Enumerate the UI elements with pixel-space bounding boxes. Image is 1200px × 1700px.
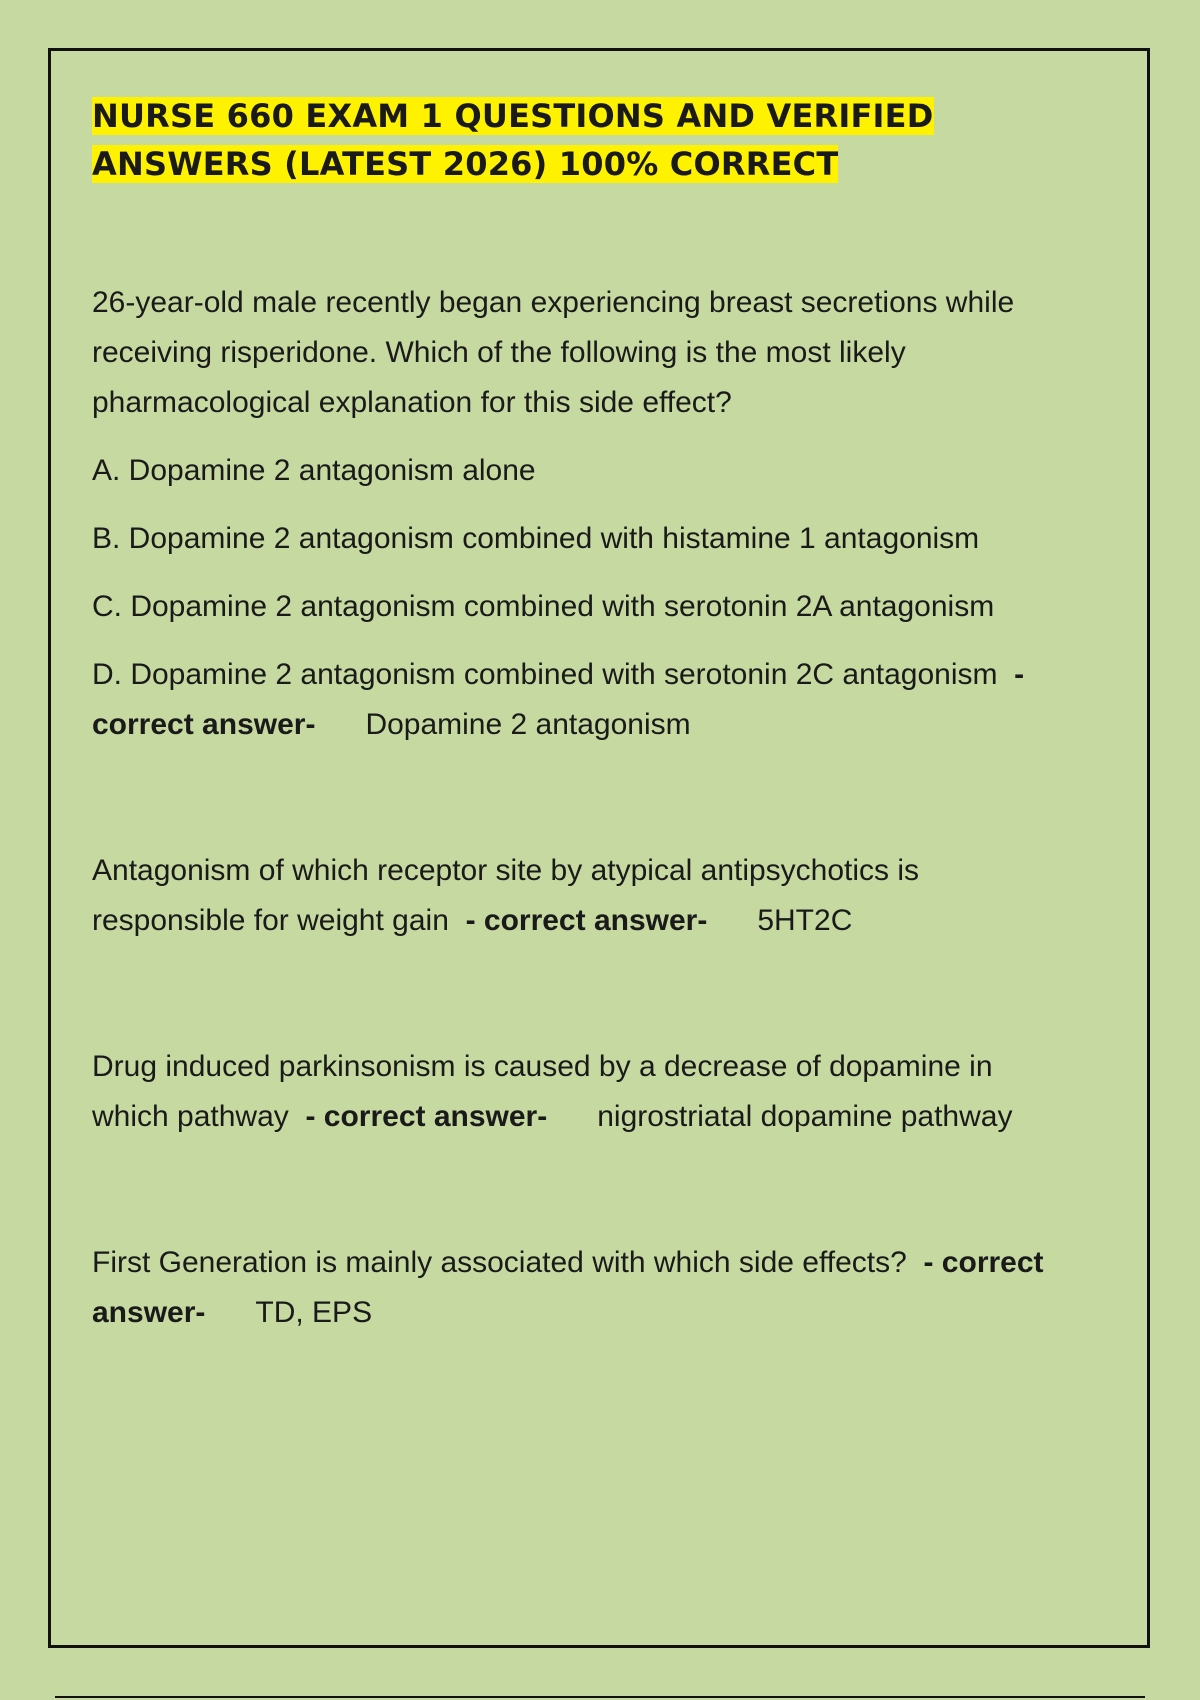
answer-text: TD, EPS xyxy=(255,1296,373,1329)
question-4 xyxy=(92,1238,1052,1338)
question-with-answer xyxy=(92,846,1052,946)
answer-text: 5HT2C xyxy=(757,904,853,937)
question-stem: 26-year-old male recently began experiencing breast secretions while receiving risperidone. Which of the following is the most likely pharmacological explanation for this side effect? xyxy=(92,286,1015,419)
option-c: C. Dopamine 2 antagonism combined with serotonin 2A antagonism xyxy=(92,590,995,623)
question-3 xyxy=(92,1042,1052,1142)
correct-answer-label: - correct answer- xyxy=(305,1100,548,1133)
answer-text: Dopamine 2 antagonism xyxy=(365,708,691,741)
option-d: D. Dopamine 2 antagonism combined with serotonin 2C antagonism xyxy=(92,658,998,691)
answer-text: nigrostriatal dopamine pathway xyxy=(597,1100,1013,1133)
question-1 xyxy=(92,278,1052,750)
question-with-answer xyxy=(92,1238,1052,1338)
title-line-1: NURSE 660 EXAM 1 QUESTIONS AND VERIFIED xyxy=(92,97,934,135)
question-stem: First Generation is mainly associated with which side effects? xyxy=(92,1246,907,1279)
correct-answer-label: - correct answer- xyxy=(92,1246,1044,1329)
next-page-border xyxy=(55,1696,1145,1698)
title-line-2: ANSWERS (LATEST 2026) 100% CORRECT xyxy=(92,145,839,183)
question-stem: Drug induced parkinsonism is caused by a decrease of dopamine in which pathway xyxy=(92,1050,993,1133)
correct-answer-label: - correct answer- xyxy=(465,904,708,937)
document-content xyxy=(92,92,1052,1338)
document-title xyxy=(92,92,1052,188)
option-b: B. Dopamine 2 antagonism combined with histamine 1 antagonism xyxy=(92,522,980,555)
question-2 xyxy=(92,846,1052,946)
question-with-answer xyxy=(92,1042,1052,1142)
option-d-with-answer xyxy=(92,650,1052,750)
correct-answer-label: - correct answer- xyxy=(92,658,1025,741)
question-stem: Antagonism of which receptor site by atypical antipsychotics is responsible for weight gain xyxy=(92,854,920,937)
option-a: A. Dopamine 2 antagonism alone xyxy=(92,454,536,487)
